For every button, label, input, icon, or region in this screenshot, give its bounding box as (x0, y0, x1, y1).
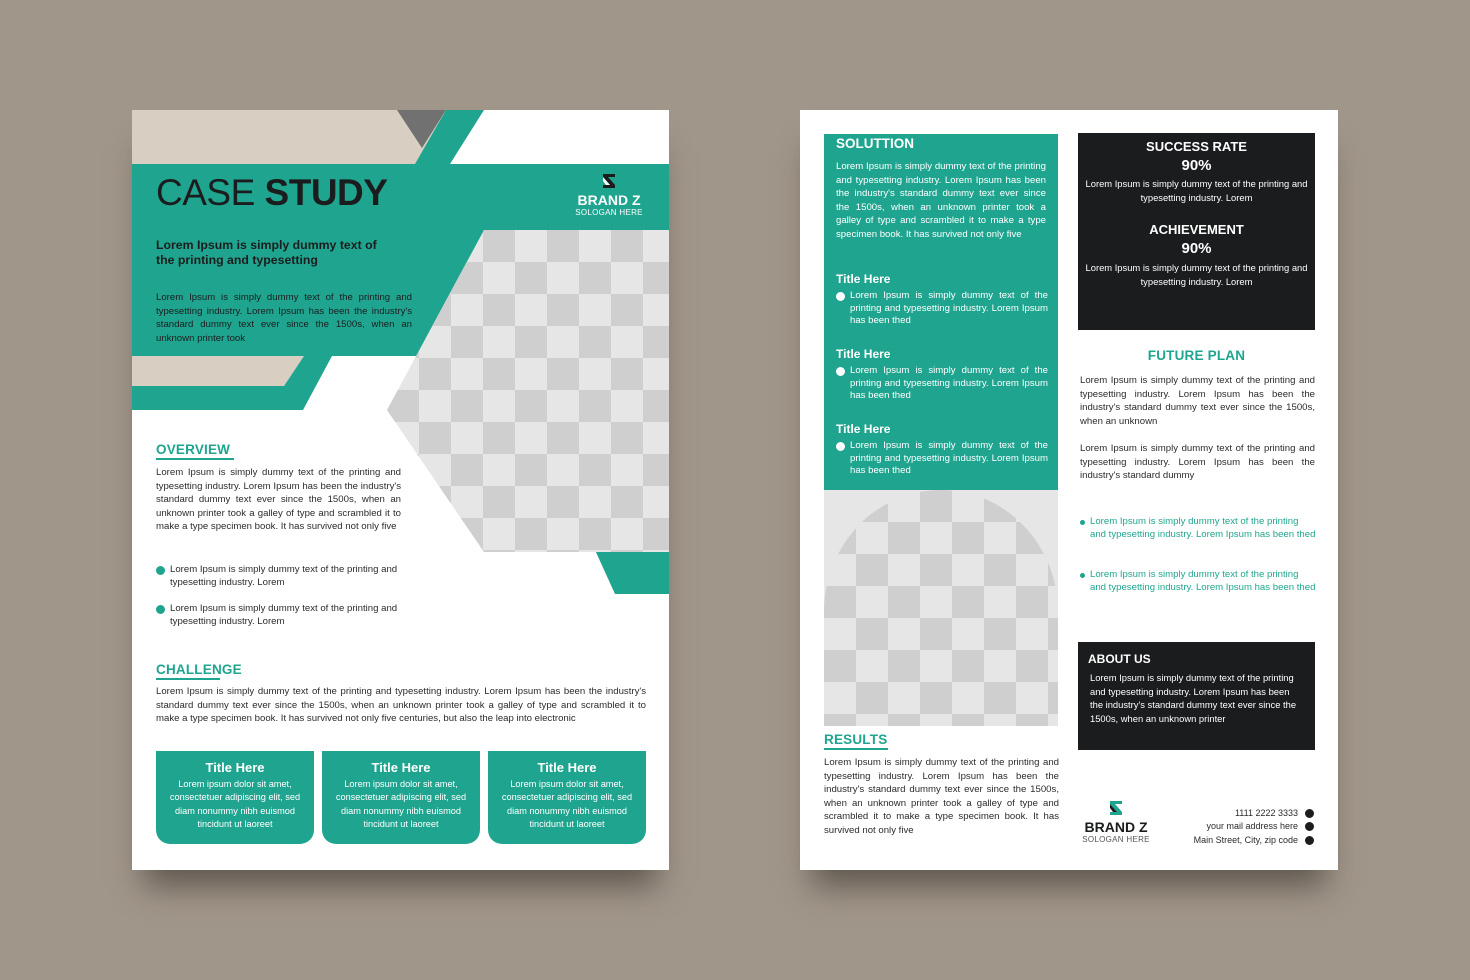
bullet-dot-icon (836, 292, 845, 301)
card-title: Title Here (371, 760, 431, 775)
success-rate-title: SUCCESS RATE (1146, 139, 1247, 154)
bullet-text: Lorem Ipsum is simply dummy text of the printing and typesetting industry. Lorem Ipsum has been thed (850, 440, 1048, 477)
bullet-dot-icon (836, 367, 845, 376)
future-plan-text-2: Lorem Ipsum is simply dummy text of the printing and typesetting industry. Lorem Ipsum has been the industry's standard dummy (1080, 443, 1315, 482)
stats-box (1078, 133, 1315, 330)
overview-heading: OVERVIEW (156, 442, 231, 457)
mail-icon (1305, 822, 1314, 831)
bullet-dot-icon (156, 566, 165, 575)
bullet-dot-icon (1080, 573, 1085, 578)
brand-slogan: SOLOGAN HERE (1082, 835, 1150, 844)
bullet-text: Lorem Ipsum is simply dummy text of the printing and typesetting industry. Lorem Ipsum has been thed (850, 290, 1048, 327)
overview-bullet-2 (156, 603, 404, 628)
bullet-text: Lorem Ipsum is simply dummy text of the printing and typesetting industry. Lorem Ipsum has been thed (1090, 569, 1316, 593)
beige-lower-band (132, 356, 304, 386)
footer-brand-block (1076, 800, 1156, 844)
challenge-heading: CHALLENGE (156, 662, 242, 677)
results-text: Lorem Ipsum is simply dummy text of the printing and typesetting industry. Lorem Ipsum has been the industry's standard dummy text ever since the 1500s, when an unknown printer took a galley of type and scrambled it to make a type specimen book. It has survived not only five (824, 757, 1059, 836)
item-bullet-3 (836, 440, 1048, 478)
item-bullet-1 (836, 290, 1048, 328)
bullet-text: Lorem Ipsum is simply dummy text of the printing and typesetting industry. Lorem Ipsum has been thed (1090, 516, 1316, 540)
contact-email (1206, 821, 1314, 831)
bullet-dot-icon (1080, 520, 1085, 525)
about-us-heading: ABOUT US (1088, 652, 1151, 666)
bullet-dot-icon (156, 605, 165, 614)
phone-text: 1111 2222 3333 (1234, 808, 1298, 818)
brand-name: BRAND Z (577, 192, 641, 208)
future-plan-text-1: Lorem Ipsum is simply dummy text of the printing and typesetting industry. Lorem Ipsum has been the industry's standard dummy text ever since the 1500s, when an unknown (1080, 375, 1315, 427)
brand-z-logo-icon (600, 173, 618, 189)
brand-name: BRAND Z (1084, 819, 1148, 835)
item-title-2: Title Here (836, 347, 891, 361)
item-title-3: Title Here (836, 422, 891, 436)
overview-bullet-1 (156, 564, 404, 589)
page-title (156, 172, 387, 214)
brand-block (564, 173, 654, 217)
future-bullet-2 (1080, 569, 1316, 594)
about-us-text: Lorem Ipsum is simply dummy text of the printing and typesetting industry. Lorem Ipsum has been the industry's standard dummy text ever since the 1500s, when an unknown printer (1090, 672, 1297, 724)
solution-text: Lorem Ipsum is simply dummy text of the printing and typesetting industry. Lorem Ipsum has been the industry's standard dummy text ever since the 1500s, when an unknown printer took a galley of type and scrambled it to make a type specimen book. It has survived not only five (836, 161, 1046, 240)
intro-text: Lorem Ipsum is simply dummy text of the printing and typesetting industry. Lorem Ipsum has been the industry's standard dummy text ever since the 1500s, when an unknown printer took (156, 292, 412, 344)
about-us-box (1078, 642, 1315, 750)
email-text: your mail address here (1206, 821, 1298, 831)
phone-icon (1305, 809, 1314, 818)
title-bold: STUDY (264, 172, 388, 213)
beige-top-band (132, 110, 442, 164)
future-plan-heading: FUTURE PLAN (1147, 348, 1246, 363)
achievement-value: 90% (1181, 240, 1212, 257)
info-card-2 (322, 751, 480, 844)
bullet-dot-icon (836, 442, 845, 451)
future-bullet-1 (1080, 516, 1316, 541)
challenge-underline (156, 678, 220, 680)
bullet-text: Lorem Ipsum is simply dummy text of the printing and typesetting industry. Lorem (170, 603, 398, 627)
results-heading: RESULTS (824, 732, 888, 747)
card-text: Lorem ipsum dolor sit amet, consectetuer adipiscing elit, sed diam nonummy nibh euismod tincidunt ut laoreet (169, 779, 301, 830)
bullet-text: Lorem Ipsum is simply dummy text of the printing and typesetting industry. Lorem (170, 564, 398, 588)
achievement-text: Lorem Ipsum is simply dummy text of the printing and typesetting industry. Lorem (1085, 262, 1308, 287)
contact-phone (1235, 808, 1314, 818)
success-rate-text: Lorem Ipsum is simply dummy text of the printing and typesetting industry. Lorem (1085, 178, 1308, 203)
card-title: Title Here (205, 760, 265, 775)
title-light: CASE (156, 172, 255, 213)
address-text: Main Street, City, zip code (1193, 835, 1298, 845)
brand-z-logo-icon (1107, 800, 1125, 816)
round-image-placeholder (824, 490, 1058, 726)
results-underline (824, 748, 888, 750)
achievement-title: ACHIEVEMENT (1149, 222, 1244, 237)
subtitle: Lorem Ipsum is simply dummy text of the printing and typesetting (156, 238, 377, 267)
overview-text: Lorem Ipsum is simply dummy text of the printing and typesetting industry. Lorem Ipsum has been the industry's standard dummy text ever since the 1500s, when an unknown printer took a galley of type and scrambled it to make a type specimen book. It has survived not only five (156, 467, 401, 533)
case-study-front-page (132, 110, 669, 870)
brand-slogan: SOLOGAN HERE (575, 208, 643, 217)
card-title: Title Here (537, 760, 597, 775)
item-title-1: Title Here (836, 272, 891, 286)
solution-heading: SOLUTTION (836, 136, 914, 151)
case-study-back-page (800, 110, 1338, 870)
info-card-3 (488, 751, 646, 844)
overview-underline (156, 458, 234, 460)
teal-corner-accent (595, 550, 669, 594)
success-rate-value: 90% (1181, 157, 1212, 174)
location-icon (1305, 836, 1314, 845)
item-bullet-2 (836, 365, 1048, 403)
challenge-text: Lorem Ipsum is simply dummy text of the printing and typesetting industry. Lorem Ipsum has been the industry's standard dummy text ever since the 1500s, when an unknown printer took a galley of type and scrambled it to make a type specimen book. It has survived not only five centuries, but also the leap into electronic (156, 686, 646, 725)
card-text: Lorem ipsum dolor sit amet, consectetuer adipiscing elit, sed diam nonummy nibh euismod tincidunt ut laoreet (335, 779, 467, 830)
bullet-text: Lorem Ipsum is simply dummy text of the printing and typesetting industry. Lorem Ipsum has been thed (850, 365, 1048, 402)
contact-address (1194, 835, 1314, 845)
card-text: Lorem ipsum dolor sit amet, consectetuer adipiscing elit, sed diam nonummy nibh euismod tincidunt ut laoreet (501, 779, 633, 830)
info-card-1 (156, 751, 314, 844)
